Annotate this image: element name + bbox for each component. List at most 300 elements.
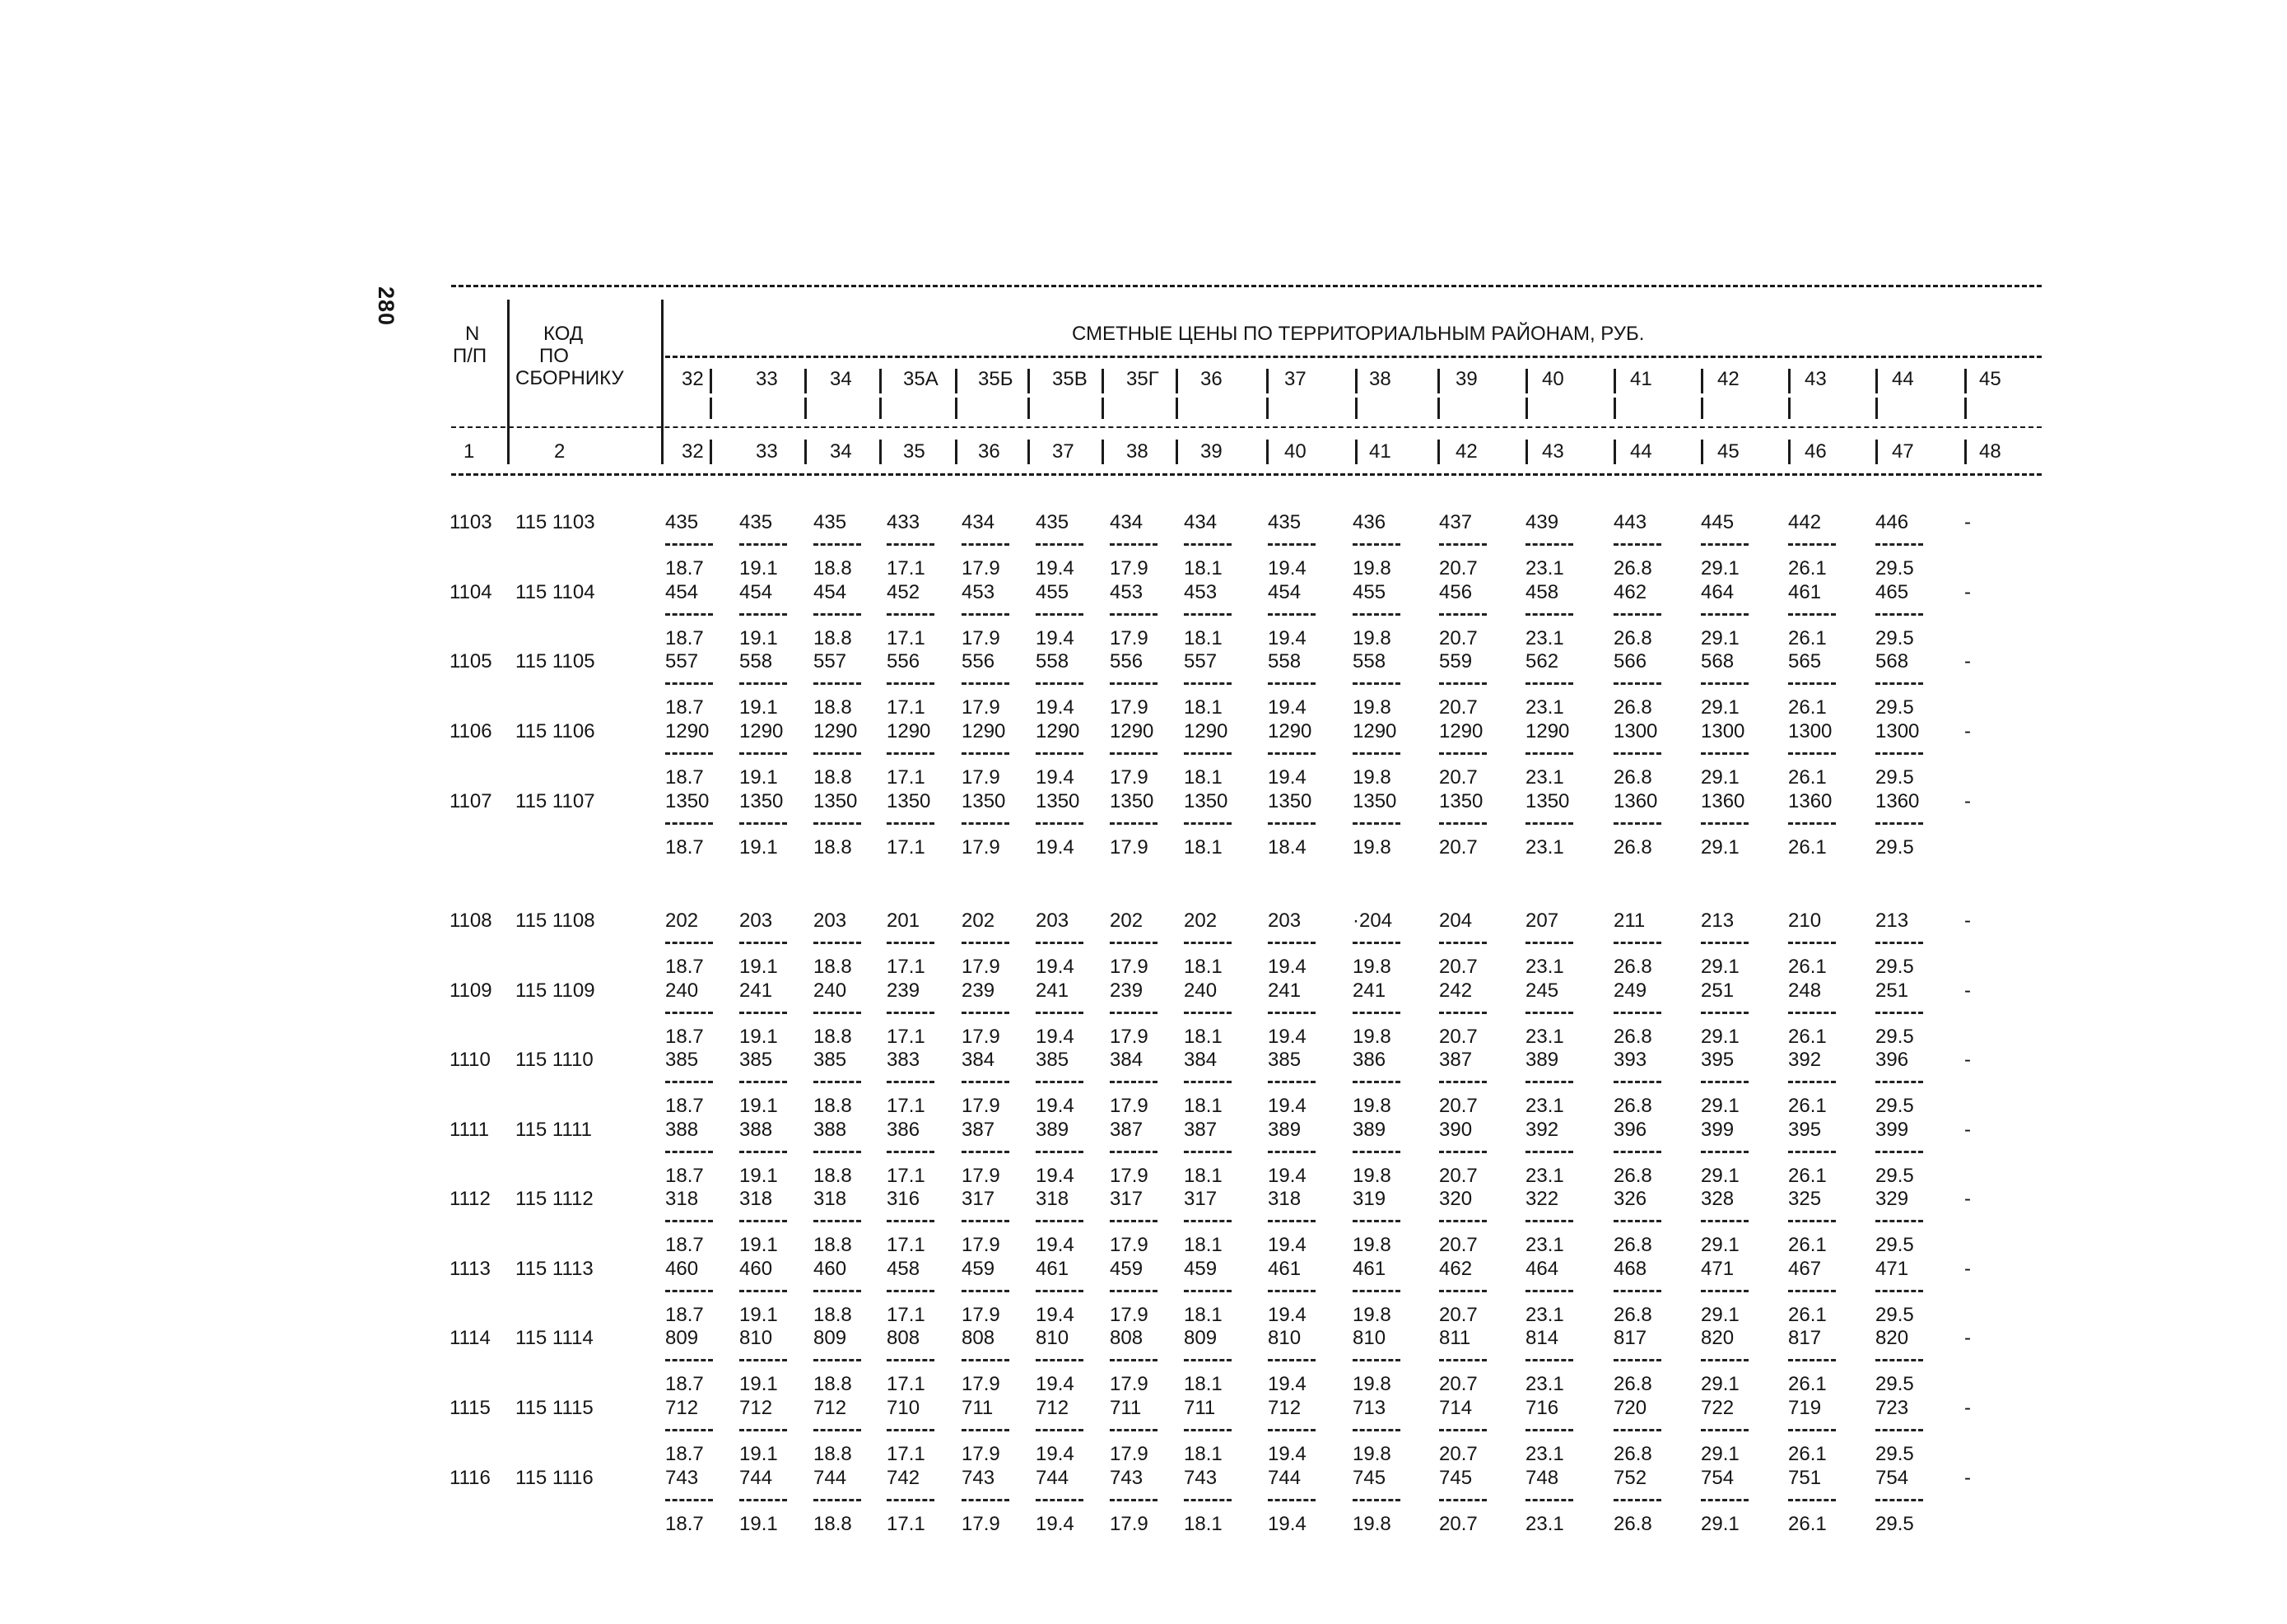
fraction-rule [1036,1499,1083,1501]
coefficient-value: 19.4 [1036,1165,1074,1187]
price-value: 388 [739,1119,773,1141]
coefficient-value: 17.1 [887,836,925,859]
price-value: 241 [1353,980,1386,1002]
coefficient-value: 23.1 [1525,956,1564,978]
district-header: 39 [1456,368,1478,390]
price-value: 1350 [1184,790,1228,812]
price-value: 1350 [887,790,931,812]
coefficient-value: 23.1 [1525,1234,1564,1256]
fraction-rule [1184,752,1232,755]
coefficient-value: 17.9 [1110,1443,1148,1465]
header-divider [1875,369,1878,393]
price-value: 459 [1184,1258,1218,1280]
price-value: 241 [1036,980,1069,1002]
coefficient-value: 19.1 [739,1165,778,1187]
price-value: 437 [1439,511,1473,533]
fraction-rule [1110,543,1157,546]
price-value: 752 [1614,1467,1647,1489]
price-value: 318 [665,1188,699,1210]
fraction-rule [1525,613,1573,616]
coefficient-value: 19.4 [1036,1443,1074,1465]
fraction-rule [1110,752,1157,755]
coefficient-value: 19.4 [1268,766,1307,789]
fraction-rule [1110,1220,1157,1222]
coefficient-value: 26.1 [1788,1513,1827,1535]
coefficient-value: 17.9 [1110,956,1148,978]
price-value: 566 [1614,650,1647,672]
price-value: 1350 [1525,790,1570,812]
fraction-rule [1439,1081,1487,1083]
coefficient-value: 17.9 [962,1165,1000,1187]
coefficient-value: 29.1 [1701,1513,1740,1535]
coefficient-value: 29.5 [1875,1304,1914,1326]
fraction-rule [1184,942,1232,944]
coefficient-value: 18.8 [813,1513,852,1535]
fraction-rule [1788,1012,1836,1014]
fraction-rule [1036,682,1083,685]
header-divider [804,398,807,419]
coefficient-value: 18.1 [1184,766,1223,789]
fraction-rule [1110,1499,1157,1501]
coefficient-value: 18.8 [813,557,852,579]
price-value: 392 [1788,1049,1822,1071]
price-value: 711 [1110,1397,1142,1419]
fraction-rule [1268,1290,1316,1292]
fraction-rule [1701,752,1749,755]
price-value: 1290 [1353,720,1397,742]
price-value: 744 [813,1467,847,1489]
coefficient-value: 18.8 [813,696,852,719]
fraction-rule [887,1151,934,1153]
coefficient-value: 17.1 [887,766,925,789]
coefficient-value: 29.5 [1875,836,1914,859]
price-value: 319 [1353,1188,1386,1210]
coefficient-value: 19.1 [739,956,778,978]
fraction-rule [665,1081,713,1083]
price-value: 384 [1184,1049,1218,1071]
fraction-rule [962,1499,1009,1501]
fraction-rule [1353,1290,1400,1292]
fraction-rule [962,822,1009,825]
coefficient-value: 17.9 [1110,557,1148,579]
price-value: 817 [1614,1327,1647,1349]
price-value: 320 [1439,1188,1473,1210]
coefficient-value: 20.7 [1439,557,1478,579]
header-divider [955,398,957,419]
fraction-rule [1268,543,1316,546]
row-code: 115 1114 [515,1327,594,1349]
coefficient-value: 26.8 [1614,1234,1652,1256]
coefficient-value: 26.8 [1614,1026,1652,1048]
price-value: 251 [1875,980,1909,1002]
price-value: 240 [813,980,847,1002]
coefficient-value: 19.8 [1353,1513,1391,1535]
price-value: 317 [1110,1188,1144,1210]
price-value: 325 [1788,1188,1822,1210]
price-value: 468 [1614,1258,1647,1280]
price-value: 399 [1875,1119,1909,1141]
fraction-rule [1701,543,1749,546]
price-value: 385 [1036,1049,1069,1071]
fraction-rule [813,1499,861,1501]
row-last-value: - [1964,1258,1971,1280]
fraction-rule [1268,822,1316,825]
coefficient-value: 18.1 [1184,1304,1223,1326]
district-header: 42 [1717,368,1740,390]
fraction-rule [813,1429,861,1431]
price-value: 318 [813,1188,847,1210]
coefficient-value: 29.5 [1875,1026,1914,1048]
price-value: 393 [1614,1049,1647,1071]
coefficient-value: 17.9 [1110,1304,1148,1326]
coefficient-value: 18.8 [813,627,852,649]
fraction-rule [1875,1359,1923,1361]
fraction-rule [813,1290,861,1292]
coefficient-value: 17.1 [887,1513,925,1535]
price-value: 439 [1525,511,1559,533]
fraction-rule [1614,942,1661,944]
coefficient-value: 26.1 [1788,1373,1827,1395]
price-value: 328 [1701,1188,1735,1210]
fraction-rule [813,1359,861,1361]
coefficient-value: 18.1 [1184,1234,1223,1256]
coefficient-value: 19.1 [739,766,778,789]
column-number: 48 [1979,440,2001,463]
fraction-rule [1184,1359,1232,1361]
price-value: 202 [1184,910,1218,932]
price-value: 465 [1875,581,1909,603]
fraction-rule [1439,1151,1487,1153]
coefficient-value: 17.9 [1110,696,1148,719]
coefficient-value: 26.1 [1788,766,1827,789]
fraction-rule [1268,1081,1316,1083]
column-number: 47 [1892,440,1914,463]
fraction-rule [1525,1290,1573,1292]
price-value: 387 [1184,1119,1218,1141]
coefficient-value: 26.8 [1614,1095,1652,1117]
price-value: 1290 [1110,720,1154,742]
fraction-rule [1184,1429,1232,1431]
coefficient-value: 19.1 [739,1513,778,1535]
price-value: 249 [1614,980,1647,1002]
price-value: 1350 [1036,790,1080,812]
price-value: 754 [1875,1467,1909,1489]
header-divider [1788,440,1791,464]
header-divider [1525,440,1528,464]
price-value: 213 [1875,910,1909,932]
header-divider [1176,369,1178,393]
header-divider [1437,440,1440,464]
price-value: 712 [1268,1397,1302,1419]
coefficient-value: 19.8 [1353,1095,1391,1117]
price-value: 454 [1268,581,1302,603]
coefficient-value: 19.4 [1036,1304,1074,1326]
coefficient-value: 29.5 [1875,627,1914,649]
price-value: 203 [1036,910,1069,932]
fraction-rule [1614,613,1661,616]
coefficient-value: 29.5 [1875,696,1914,719]
coefficient-value: 20.7 [1439,1443,1478,1465]
price-value: 204 [1439,910,1473,932]
coefficient-value: 19.4 [1268,1513,1307,1535]
coefficient-value: 19.8 [1353,836,1391,859]
fraction-rule [1268,613,1316,616]
fraction-rule [665,543,713,546]
coefficient-value: 26.1 [1788,696,1827,719]
fraction-rule [1788,1081,1836,1083]
fraction-rule [665,942,713,944]
coefficient-value: 19.4 [1036,1513,1074,1535]
fraction-rule [1525,1359,1573,1361]
column-number: 40 [1284,440,1307,463]
coefficient-value: 18.8 [813,1443,852,1465]
fraction-rule [962,1220,1009,1222]
price-value: 558 [1353,650,1386,672]
price-value: 386 [1353,1049,1386,1071]
price-value: 1360 [1701,790,1745,812]
price-value: 326 [1614,1188,1647,1210]
coefficient-value: 19.8 [1353,1443,1391,1465]
coefficient-value: 18.7 [665,1304,704,1326]
price-value: 745 [1353,1467,1386,1489]
coefficient-value: 23.1 [1525,1165,1564,1187]
price-value: 458 [887,1258,920,1280]
fraction-rule [1614,1151,1661,1153]
fraction-rule [1353,682,1400,685]
price-value: 559 [1439,650,1473,672]
fraction-rule [962,752,1009,755]
price-value: 722 [1701,1397,1735,1419]
coefficient-value: 26.1 [1788,836,1827,859]
price-value: 435 [1036,511,1069,533]
price-value: 1300 [1788,720,1833,742]
fraction-rule [1701,1429,1749,1431]
coefficient-value: 19.8 [1353,956,1391,978]
coefficient-value: 17.1 [887,956,925,978]
fraction-rule [962,1429,1009,1431]
fraction-rule [1036,1012,1083,1014]
header-divider [879,398,882,419]
coefficient-value: 19.4 [1036,836,1074,859]
coefficient-value: 26.1 [1788,1234,1827,1256]
row-number: 1108 [449,910,492,932]
price-value: 386 [887,1119,920,1141]
fraction-rule [1875,1012,1923,1014]
coefficient-value: 20.7 [1439,1373,1478,1395]
fraction-rule [1875,1499,1923,1501]
price-value: 461 [1353,1258,1386,1280]
fraction-rule [1875,752,1923,755]
price-value: 1290 [887,720,931,742]
coefficient-value: 23.1 [1525,1095,1564,1117]
coefficient-value: 18.7 [665,1095,704,1117]
fraction-rule [1525,1081,1573,1083]
header-divider [1027,440,1030,464]
fraction-rule [1525,942,1573,944]
price-value: 239 [962,980,995,1002]
header-divider [1102,440,1104,464]
row-last-value: - [1964,1188,1971,1210]
coefficient-value: 19.4 [1268,557,1307,579]
fraction-rule [1875,1151,1923,1153]
price-value: 711 [1184,1397,1216,1419]
fraction-rule [739,543,787,546]
coefficient-value: 19.8 [1353,1373,1391,1395]
fraction-rule [665,822,713,825]
coefficient-value: 29.5 [1875,1373,1914,1395]
price-value: 455 [1353,581,1386,603]
fraction-rule [1614,1429,1661,1431]
coefficient-value: 19.4 [1268,956,1307,978]
coefficient-value: 29.1 [1701,766,1740,789]
header-divider [1614,398,1616,419]
price-value: 240 [1184,980,1218,1002]
price-value: 446 [1875,511,1909,533]
price-value: 809 [665,1327,699,1349]
price-value: 1290 [1525,720,1570,742]
coefficient-value: 26.1 [1788,1026,1827,1048]
fraction-rule [887,613,934,616]
price-value: 1350 [1268,790,1312,812]
coefficient-value: 18.7 [665,1026,704,1048]
coefficient-value: 19.1 [739,1095,778,1117]
price-value: 558 [1036,650,1069,672]
price-value: 385 [665,1049,699,1071]
price-value: 723 [1875,1397,1909,1419]
fraction-rule [739,1151,787,1153]
fraction-rule [887,1081,934,1083]
fraction-rule [1875,942,1923,944]
fraction-rule [1439,822,1487,825]
price-value: 213 [1701,910,1735,932]
row-last-value: - [1964,790,1971,812]
price-value: 471 [1701,1258,1735,1280]
header-top-rule [451,285,2042,287]
price-value: 462 [1614,581,1647,603]
fraction-rule [813,613,861,616]
coefficient-value: 29.5 [1875,956,1914,978]
price-value: 318 [1036,1188,1069,1210]
fraction-rule [887,1499,934,1501]
fraction-rule [1614,822,1661,825]
price-value: 387 [962,1119,995,1141]
row-number: 1111 [449,1119,490,1141]
coefficient-value: 19.4 [1036,557,1074,579]
coefficient-value: 19.8 [1353,1165,1391,1187]
price-value: 743 [1110,1467,1144,1489]
column-number: 45 [1717,440,1740,463]
price-value: 202 [962,910,995,932]
fraction-rule [1110,682,1157,685]
fraction-rule [1268,942,1316,944]
fraction-rule [1875,682,1923,685]
coefficient-value: 29.1 [1701,956,1740,978]
fraction-rule [1525,1012,1573,1014]
fraction-rule [1110,1081,1157,1083]
coefficient-value: 17.9 [1110,1165,1148,1187]
price-value: 383 [887,1049,920,1071]
coefficient-value: 17.9 [962,766,1000,789]
price-value: 210 [1788,910,1822,932]
price-value: 810 [739,1327,773,1349]
coefficient-value: 19.4 [1036,696,1074,719]
price-value: 1290 [1439,720,1484,742]
header-divider [1875,398,1878,419]
price-value: 459 [962,1258,995,1280]
fraction-rule [739,613,787,616]
header-divider [1176,398,1178,419]
coefficient-value: 20.7 [1439,1095,1478,1117]
column-number: 35 [903,440,925,463]
coefficient-value: 20.7 [1439,1026,1478,1048]
header-bottom-rule [451,473,2042,476]
coefficient-value: 23.1 [1525,557,1564,579]
fraction-rule [1353,543,1400,546]
price-value: 1290 [962,720,1006,742]
fraction-rule [1110,1429,1157,1431]
coefficient-value: 19.4 [1268,1165,1307,1187]
coefficient-value: 29.1 [1701,1026,1740,1048]
fraction-rule [813,1151,861,1153]
fraction-rule [1268,1359,1316,1361]
price-value: 384 [1110,1049,1144,1071]
price-value: 751 [1788,1467,1822,1489]
fraction-rule [887,822,934,825]
coefficient-value: 20.7 [1439,1304,1478,1326]
coefficient-value: 26.8 [1614,766,1652,789]
district-header: 35А [903,368,939,390]
price-value: 390 [1439,1119,1473,1141]
fraction-rule [739,1359,787,1361]
header-divider [804,369,807,393]
fraction-rule [1439,752,1487,755]
fraction-rule [813,1220,861,1222]
coefficient-value: 29.1 [1701,1304,1740,1326]
row-code: 115 1113 [515,1258,594,1280]
price-value: 1300 [1701,720,1745,742]
row-number: 1103 [449,511,492,533]
coefficient-value: 20.7 [1439,1234,1478,1256]
coefficient-value: 17.1 [887,627,925,649]
row-number: 1109 [449,980,492,1002]
price-value: 1300 [1614,720,1658,742]
fraction-rule [1353,1012,1400,1014]
price-value: 316 [887,1188,920,1210]
price-value: 389 [1036,1119,1069,1141]
coefficient-value: 17.9 [1110,1373,1148,1395]
fraction-rule [1525,1499,1573,1501]
price-value: 317 [962,1188,995,1210]
coefficient-value: 18.8 [813,1095,852,1117]
coefficient-value: 29.1 [1701,696,1740,719]
district-header: 37 [1284,368,1307,390]
price-value: 467 [1788,1258,1822,1280]
row-number: 1104 [449,581,492,603]
header-divider [1964,369,1967,393]
column-number: 38 [1126,440,1148,463]
fraction-rule [1110,1151,1157,1153]
price-value: 556 [1110,650,1144,672]
price-value: 456 [1439,581,1473,603]
fraction-rule [1525,682,1573,685]
fraction-rule [739,1220,787,1222]
coefficient-value: 17.9 [962,1304,1000,1326]
fraction-rule [1036,613,1083,616]
fraction-rule [1614,1012,1661,1014]
price-value: 1360 [1875,790,1920,812]
price-value: 745 [1439,1467,1473,1489]
coefficient-value: 18.8 [813,766,852,789]
